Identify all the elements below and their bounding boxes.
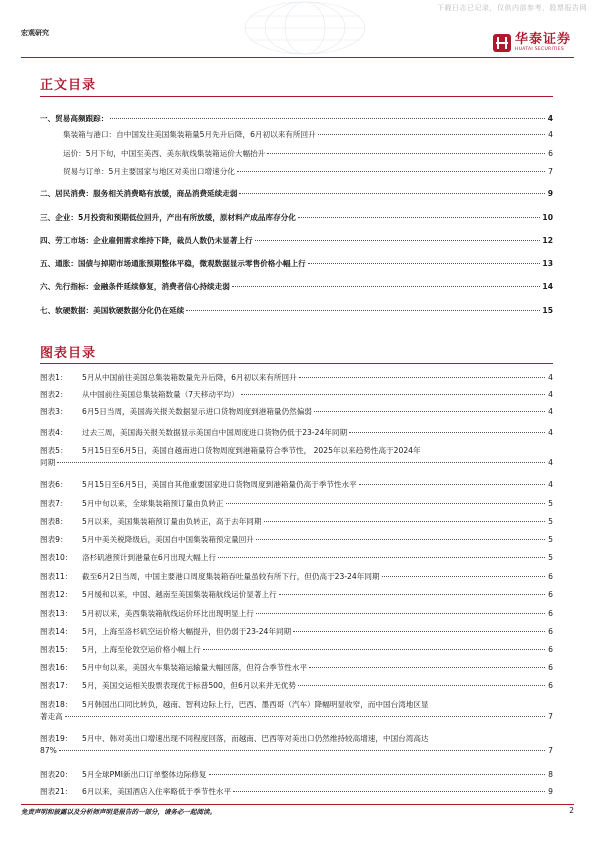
figure-entry[interactable]: 图表5： 5月15日至6月5日，美国自越南进口货物周度到港箱量符合季节性， 2025年以来趋势性高于2024年 同期 4	[40, 446, 553, 467]
figures-heading-rule	[40, 363, 553, 364]
figure-entry[interactable]: 图表19： 5月中、韩对美出口增速出现不同程度回落，而越南、巴西等对美出口仍然维持较高增速，中国台湾高达 87% 7	[40, 734, 553, 755]
toc-entry[interactable]: 二、居民消费：服务相关消费略有放缓，商品消费延续走弱 9	[40, 189, 553, 198]
figure-entry[interactable]: 图表3： 6月5日当周，美国海关报关数据显示进口货物周度到港箱量仍然偏弱 4	[40, 407, 553, 416]
report-category-label: 宏观研究	[21, 29, 49, 37]
toc-entry[interactable]: 五、通胀：国债与掉期市场通胀预期整体平稳，微观数据显示零售价格小幅上行 13	[40, 259, 553, 268]
figure-entry[interactable]: 图表18： 5月韩国出口同比转负，越南、智利边际上行，巴西、墨西哥（汽车）降幅明显收窄，而中国台湾地区显 著走高 7	[40, 700, 553, 721]
logo-name-en: HUATAI SECURITIES	[514, 47, 565, 52]
figure-entry[interactable]: 图表15： 5月，上海至伦敦空运价格小幅上行 6	[40, 645, 553, 654]
figure-entry[interactable]: 图表4： 过去三周，美国海关报关数据显示美国自中国周度进口货物仍低于23-24年同期 4	[40, 428, 553, 437]
toc-entry[interactable]: 七、软硬数据：美国软硬数据分化仍在延续 15	[40, 306, 553, 315]
watermark-text: 下载日志已记录，仅供内部参考，股票报告网	[437, 4, 587, 12]
logo-name-cn: 华泰证券	[514, 32, 571, 47]
figure-entry[interactable]: 图表17： 5月，美国交运相关股票表现优于标普500，但6月以来并无优势 6	[40, 681, 553, 690]
figure-entry[interactable]: 图表1： 5月从中国前往美国总集装箱数量先升后降，6月初以来有所回升 4	[40, 373, 553, 382]
logo-mark-icon	[493, 34, 511, 52]
figure-entry[interactable]: 图表2： 从中国前往美国总集装箱数量（7天移动平均） 4	[40, 390, 553, 399]
footer-disclaimer: 免责声明和披露以及分析师声明是报告的一部分，请务必一起阅读。	[21, 808, 216, 816]
toc-entry[interactable]: 贸易与订单：5月主要国家与地区对美出口增速分化 7	[63, 167, 553, 176]
figure-entry[interactable]: 图表10： 洛杉矶港预计到港量在6月出现大幅上行 5	[40, 553, 553, 562]
toc-entry[interactable]: 三、企业：5月投资和预期低位回升，产出有所放缓，原材料产成品库存分化 10	[40, 213, 553, 222]
toc-entry[interactable]: 六、先行指标：金融条件延续修复，消费者信心持续走弱 14	[40, 282, 553, 291]
figure-entry[interactable]: 图表11： 截至6月2日当周，中国主要港口周度集装箱吞吐量虽较有所下行，但仍高于23-24年同期 6	[40, 572, 553, 581]
figure-entry[interactable]: 图表14： 5月，上海至洛杉矶空运价格大幅提升，但仍弱于23-24年同期 6	[40, 627, 553, 636]
toc-entry[interactable]: 四、劳工市场：企业雇佣需求维持下降，裁员人数仍未显著上行 12	[40, 236, 553, 245]
header-globe-decoration	[230, 0, 380, 56]
toc-entry[interactable]: 集装箱与港口：自中国发往美国集装箱量5月先升后降，6月初以来有所回升 4	[63, 130, 553, 139]
figure-entry[interactable]: 图表21： 6月以来，美国酒店入住率略低于季节性水平 9	[40, 787, 553, 796]
figure-entry[interactable]: 图表7： 5月中旬以来，全球集装箱预订量由负转正 5	[40, 499, 553, 508]
figure-entry[interactable]: 图表8： 5月以来，美国集装箱预订量由负转正，高于去年同期 5	[40, 517, 553, 526]
footer-divider	[21, 804, 574, 805]
figure-entry[interactable]: 图表16： 5月中旬以来，美国火车集装箱运输量大幅回落，但符合季节性水平 6	[40, 663, 553, 672]
figure-entry[interactable]: 图表12： 5月缓和以来，中国、越南至美国集装箱航线运价显著上行 6	[40, 590, 553, 599]
header-divider	[21, 57, 574, 58]
toc-entry[interactable]: 一、贸易高频跟踪： 4	[40, 114, 553, 123]
huatai-logo	[493, 33, 571, 53]
figure-entry[interactable]: 图表6： 5月15日至6月5日，美国自其他重要国家进口货物周度到港箱量仍高于季节性水平 4	[40, 480, 553, 489]
toc-heading-rule	[40, 96, 553, 97]
figure-entry[interactable]: 图表20： 5月全球PMI新出口订单整体边际修复 8	[40, 770, 553, 779]
figures-heading: 图表目录	[40, 346, 97, 361]
figure-entry[interactable]: 图表13： 5月初以来，美西集装箱航线运价环比出现明显上行 6	[40, 609, 553, 618]
figure-entry[interactable]: 图表9： 5月中美关税降级后，美国自中国集装箱预定量回升 5	[40, 535, 553, 544]
toc-entry[interactable]: 运价：5月下旬，中国至美西、美东航线集装箱运价大幅抬升 6	[63, 149, 553, 158]
toc-heading: 正文目录	[40, 78, 97, 93]
page-number: 2	[569, 806, 574, 815]
